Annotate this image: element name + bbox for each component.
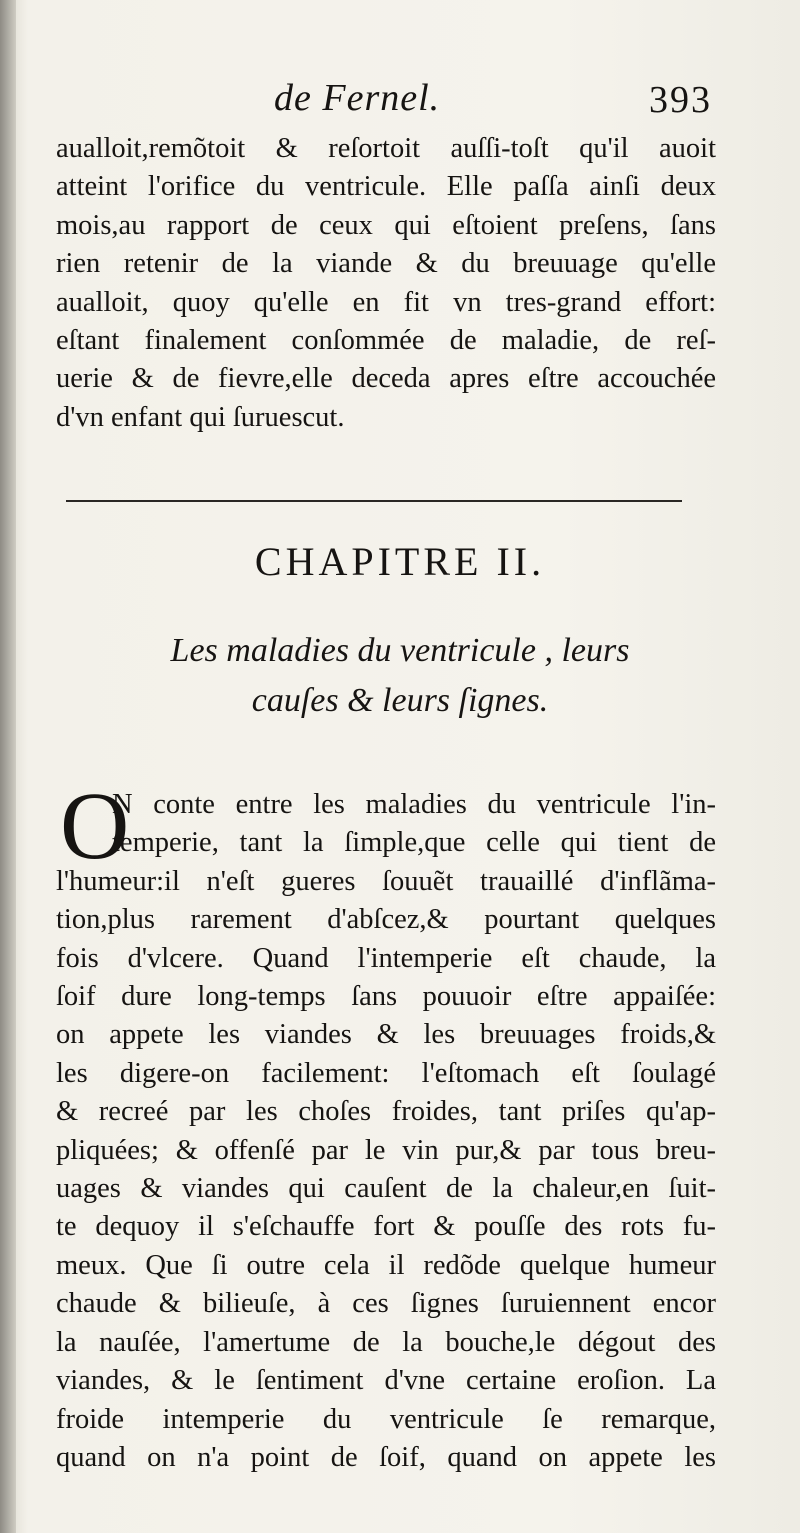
text-line: & recreé par les choſes froides, tant priſes qu'ap- <box>56 1096 716 1128</box>
text-line: ſoif dure long-temps ſans pouuoir eſtre appaiſée: <box>56 981 716 1013</box>
text-line: fois d'vlcere. Quand l'intemperie eſt chaude, la <box>56 942 716 974</box>
text-line: la nauſée, l'amertume de la bouche,le dégout des <box>56 1326 716 1358</box>
text-line: froide intemperie du ventricule ſe remarque, <box>56 1403 716 1435</box>
text-line: temperie, tant la ſimple,que celle qui tient de <box>112 827 716 859</box>
text-line: meux. Que ſi outre cela il redõde quelque humeur <box>56 1249 716 1281</box>
chapter-title: CHAPITRE II. <box>254 539 546 584</box>
page-header <box>60 72 720 122</box>
text-line: quand on n'a point de ſoif, quand on appete les <box>56 1441 716 1473</box>
text-line: N conte entre les maladies du ventricule l'in- <box>112 789 716 820</box>
continued-paragraph <box>56 130 716 437</box>
section-divider <box>66 500 682 502</box>
running-title: de Fernel. <box>274 77 441 119</box>
main-paragraph <box>56 772 716 1477</box>
text-line: te dequoy il s'eſchauffe fort & pouſſe des rots fu- <box>56 1211 716 1243</box>
text-line: on appete les viandes & les breuuages froids,& <box>56 1019 716 1051</box>
text-line: uages & viandes qui cauſent de la chaleur,en ſuit- <box>56 1173 716 1205</box>
text-line: eſtant finalement conſommée de maladie, de reſ- <box>56 325 716 357</box>
text-line: tion,plus rarement d'abſcez,& pourtant quelques <box>56 904 716 936</box>
drop-cap: O <box>60 772 130 879</box>
text-line: aualloit, quoy qu'elle en fit vn tres-grand effort: <box>56 286 716 318</box>
page-number: 393 <box>649 79 712 121</box>
text-line: atteint l'orifice du ventricule. Elle paſſa ainſi deux <box>56 171 716 203</box>
text-line: rien retenir de la viande & du breuuage qu'elle <box>56 248 716 280</box>
text-line: d'vn enfant qui ſuruescut. <box>56 401 345 433</box>
text-line: les digere-on facilement: l'eſtomach eſt ſoulagé <box>56 1057 716 1089</box>
text-line: aualloit,remõtoit & reſortoit auſſi-toſt qu'il auoit <box>56 133 716 164</box>
text-line: l'humeur:il n'eſt gueres ſouuẽt trauaillé d'inflãma- <box>56 865 716 897</box>
text-line: chaude & bilieuſe, à ces ſignes ſuruiennent encor <box>56 1288 716 1320</box>
chapter-subtitle-line-2: cauſes & leurs ſignes. <box>251 682 549 719</box>
text-line: mois,au rapport de ceux qui eſtoient preſens, ſans <box>56 209 716 241</box>
chapter-subtitle-line-1: Les maladies du ventricule , leurs <box>170 632 630 669</box>
page-gutter <box>0 0 16 1533</box>
text-line: pliquées; & offenſé par le vin pur,& par tous breu- <box>56 1134 716 1166</box>
text-line: viandes, & le ſentiment d'vne certaine eroſion. La <box>56 1365 716 1397</box>
text-line: uerie & de fievre,elle deceda apres eſtre accouchée <box>56 363 716 395</box>
